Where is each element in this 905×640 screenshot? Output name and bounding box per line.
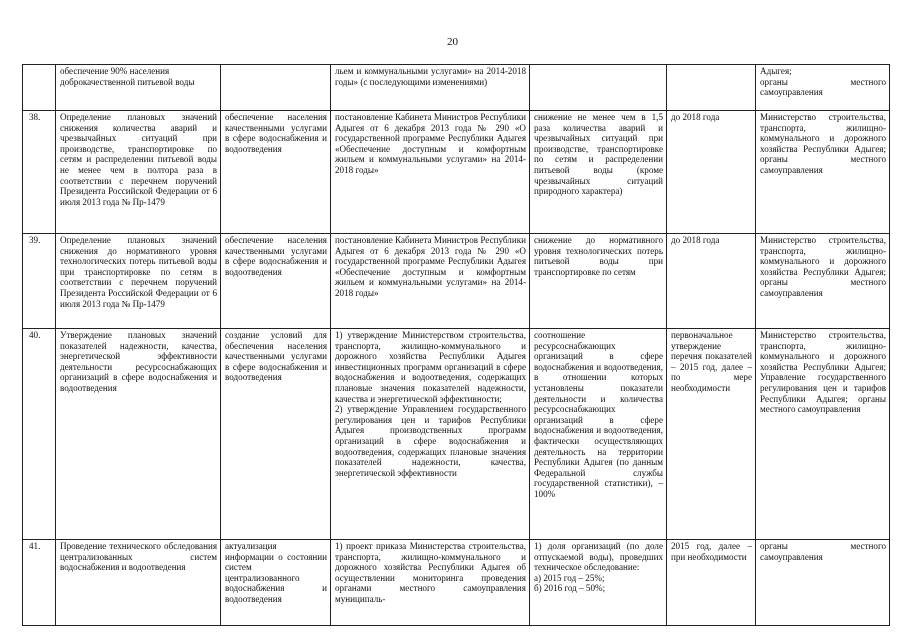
measure-cell: Определение плановых значений снижения до нормативного уровня технологических потерь питьевой воды при транспортировке по сетям в соответствии с перечнем поручений Президента Российской Федерации от 6 июля 2013 года № Пр-1479 (56, 234, 221, 329)
executors-cell: Министерство строительства, транспорта, жилищно-коммунального и дорожного хозяйства Республики Адыгея; Управление государственного регулирования цен и тарифов Республики Адыгея; органы местного самоуправления (756, 329, 890, 540)
measure-cell: Проведение технического обследования централизованных систем водоснабжения и водоотведения (56, 540, 221, 626)
documents-cell: постановление Кабинета Министров Республики Адыгея от 6 декабря 2013 года № 290 «О государственной программе Республики Адыгея «Обеспечение доступным и комфортным жильем и коммунальными услугами» на 2014-2018 годы» (331, 234, 530, 329)
executors-cell: Министерство строительства, транспорта, жилищно-коммунального и дорожного хозяйства Республики Адыгея; органы местного самоуправления (756, 234, 890, 329)
goal-cell: обеспечение населения качественными услугами в сфере водоснабжения и водоотведения (221, 111, 331, 234)
executors-cell: Адыгея; органы местного самоуправления (756, 65, 890, 111)
table-row (23, 111, 890, 234)
table-row (23, 234, 890, 329)
goal-cell: актуализация информации о состоянии систем централизованного водоснабжения и водоотведения (221, 540, 331, 626)
indicator-cell: снижение не менее чем в 1,5 раза количества аварий и чрезвычайных ситуаций при производстве, транспортировке по сетям и распределении питьевой воды (кроме чрезвычайных ситуаций природного характера) (530, 111, 667, 234)
table-row (23, 65, 890, 111)
documents-cell: 1) утверждение Министерством строительства, транспорта, жилищно-коммунального и дорожного хозяйства Республики Адыгея инвестиционных программ организаций в сфере водоснабжения и водоотведения, содержащих плановые значения показателей надежности, качества и энергетической эффективности; 2) утверждение Управлением государственного регулирования цен и тарифов Республики Адыгея производственных программ организаций в сфере водоснабжения и водоотведения, содержащих плановые значения показателей надежности, качества, энергетической эффективности (331, 329, 530, 540)
page-number: 20 (447, 36, 458, 48)
row-number: 39. (23, 234, 56, 329)
indicator-cell (530, 65, 667, 111)
measures-table (22, 64, 890, 626)
documents-cell: 1) проект приказа Министерства строительства, транспорта, жилищно-коммунального и дорожного хозяйства Республики Адыгея об осуществлении мониторинга проведения органами местного самоуправления муниципаль- (331, 540, 530, 626)
indicator-cell: 1) доля организаций (по доле отпускаемой воды), проведших техническое обследование: а) 2015 год – 25%; б) 2016 год – 50%; (530, 540, 667, 626)
measure-cell: Определение плановых значений снижения количества аварий и чрезвычайных ситуаций при производстве, транспортировке по сетям и распределении питьевой воды не менее чем в полтора раза в соответствии с перечнем поручений Президента Российской Федерации от 6 июля 2013 года № Пр-1479 (56, 111, 221, 234)
executors-cell: органы местного самоуправления (756, 540, 890, 626)
term-cell: первоначальное утверждение перечня показателей – 2015 год, далее – по мере необходимости (667, 329, 756, 540)
row-number: 38. (23, 111, 56, 234)
row-number: 40. (23, 329, 56, 540)
measure-cell: Утверждение плановых значений показателей надежности, качества, энергетической эффективности деятельности ресурсоснабжающих организаций в сфере водоснабжения и водоотведения (56, 329, 221, 540)
indicator-cell: снижение до нормативного уровня технологических потерь питьевой воды при транспортировке по сетям (530, 234, 667, 329)
documents-cell: постановление Кабинета Министров Республики Адыгея от 6 декабря 2013 года № 290 «О государственной программе Республики Адыгея «Обеспечение доступным и комфортным жильем и коммунальными услугами» на 2014-2018 годы» (331, 111, 530, 234)
table-row (23, 329, 890, 540)
row-number (23, 65, 56, 111)
indicator-cell: соотношение ресурсоснабжающих организаций в сфере водоснабжения и водоотведения, в отношении которых установлены показатели деятельности и количества ресурсоснабжающих организаций в сфере водоснабжения и водоотведения, фактически осуществляющих деятельность на территории Республики Адыгея (по данным Федеральной службы государственной статистики), – 100% (530, 329, 667, 540)
documents-cell: льем и коммунальными услугами» на 2014-2018 годы» (с последующими изменениями) (331, 65, 530, 111)
goal-cell (221, 65, 331, 111)
goal-cell: обеспечение населения качественными услугами в сфере водоснабжения и водоотведения (221, 234, 331, 329)
term-cell (667, 65, 756, 111)
row-number: 41. (23, 540, 56, 626)
term-cell: 2015 год, далее – при необходимости (667, 540, 756, 626)
goal-cell: создание условий для обеспечения населения качественными услугами в сфере водоснабжения и водоотведения (221, 329, 331, 540)
term-cell: до 2018 года (667, 234, 756, 329)
executors-cell: Министерство строительства, транспорта, жилищно-коммунального и дорожного хозяйства Республики Адыгея; органы местного самоуправления (756, 111, 890, 234)
term-cell: до 2018 года (667, 111, 756, 234)
measure-cell: обеспечение 90% населения доброкачественной питьевой воды (56, 65, 221, 111)
table-row (23, 540, 890, 626)
